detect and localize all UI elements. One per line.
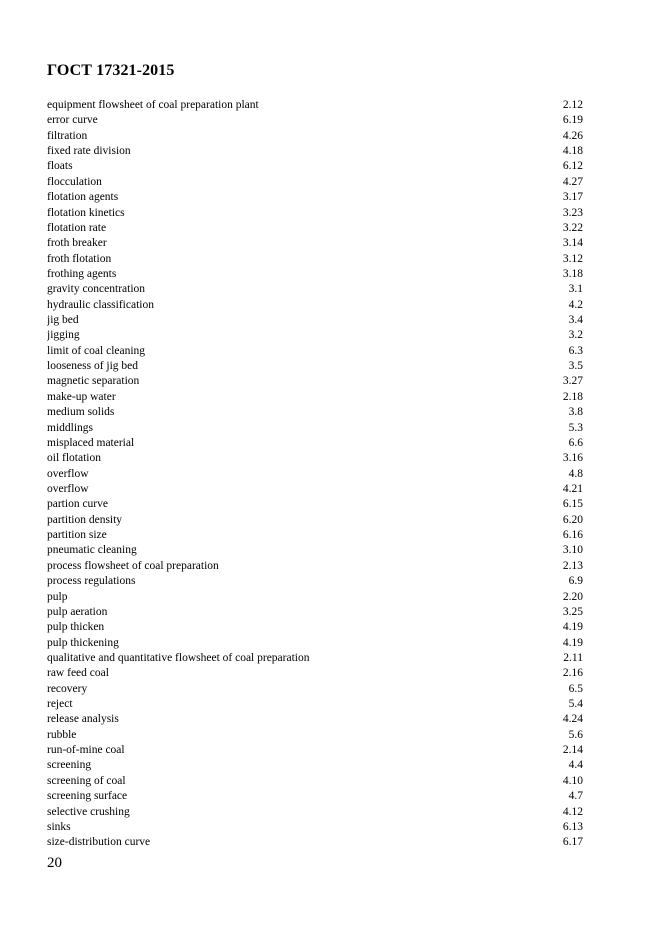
index-ref: 4.7 [568, 790, 583, 803]
index-entry [47, 697, 583, 712]
index-entry [47, 282, 583, 297]
index-ref: 3.25 [562, 605, 583, 618]
index-ref: 4.21 [562, 482, 583, 495]
index-ref: 4.19 [562, 636, 583, 649]
index-term: error curve [47, 114, 98, 127]
index-term: raw feed coal [47, 667, 109, 680]
document-header: ГОСТ 17321-2015 [47, 62, 175, 79]
index-entry [47, 359, 583, 374]
index-ref: 4.18 [562, 145, 583, 158]
index-term: size-distribution curve [47, 836, 151, 849]
index-entry [47, 774, 583, 789]
index-ref: 6.5 [568, 682, 583, 695]
index-ref: 4.12 [562, 805, 583, 818]
index-ref: 6.12 [562, 160, 583, 173]
index-ref: 3.27 [562, 375, 583, 388]
index-entry [47, 543, 583, 558]
index-entry [47, 421, 583, 436]
index-term: recovery [47, 682, 88, 695]
index-entry [47, 666, 583, 681]
index-term: partition size [47, 529, 107, 542]
index-term: pulp thicken [47, 621, 105, 634]
index-term: qualitative and quantitative flowsheet of coal preparation [47, 651, 310, 664]
index-entry [47, 513, 583, 528]
index-ref: 4.4 [568, 759, 583, 772]
index-entry [47, 651, 583, 666]
index-entry [47, 682, 583, 697]
index-entry [47, 390, 583, 405]
index-ref: 3.23 [562, 206, 583, 219]
index-ref: 2.13 [562, 559, 583, 572]
index-term: run-of-mine coal [47, 744, 125, 757]
index-term: overflow [47, 467, 89, 480]
index-entry [47, 159, 583, 174]
index-term: screening [47, 759, 92, 772]
index-entry [47, 267, 583, 282]
index-entry [47, 835, 583, 850]
index-entry [47, 559, 583, 574]
index-ref: 3.16 [562, 452, 583, 465]
index-ref: 3.12 [562, 252, 583, 265]
index-term: medium solids [47, 406, 115, 419]
index-entry [47, 605, 583, 620]
index-entry [47, 590, 583, 605]
index-ref: 2.14 [562, 744, 583, 757]
index-term: floats [47, 160, 73, 173]
index-ref: 2.11 [563, 651, 583, 664]
index-entry [47, 129, 583, 144]
index-entry [47, 712, 583, 727]
index-term: sinks [47, 820, 71, 833]
index-term: frothing agents [47, 267, 117, 280]
index-ref: 3.4 [568, 314, 583, 327]
index-term: middlings [47, 421, 94, 434]
index-entry [47, 805, 583, 820]
index-entry [47, 728, 583, 743]
index-ref: 2.16 [562, 667, 583, 680]
index-entry [47, 374, 583, 389]
index-ref: 6.3 [568, 344, 583, 357]
index-entry [47, 405, 583, 420]
index-entry [47, 252, 583, 267]
index-term: froth breaker [47, 237, 107, 250]
index-entry [47, 175, 583, 190]
index-entry [47, 574, 583, 589]
index-term: jig bed [47, 314, 79, 327]
index-ref: 6.17 [562, 836, 583, 849]
index-entry [47, 190, 583, 205]
index-term: partion curve [47, 498, 108, 511]
index-term: looseness of jig bed [47, 360, 139, 373]
index-term: misplaced material [47, 436, 135, 449]
index-ref: 6.6 [568, 436, 583, 449]
index-ref: 5.4 [568, 698, 583, 711]
index-ref: 3.14 [562, 237, 583, 250]
index-term: limit of coal cleaning [47, 344, 146, 357]
index-ref: 4.2 [568, 298, 583, 311]
index-entry [47, 98, 583, 113]
index-term: selective crushing [47, 805, 130, 818]
index-entry [47, 636, 583, 651]
index-ref: 2.20 [562, 590, 583, 603]
index-entry [47, 620, 583, 635]
index-entry [47, 482, 583, 497]
index-ref: 6.20 [562, 513, 583, 526]
index-ref: 5.3 [568, 421, 583, 434]
index-ref: 4.27 [562, 175, 583, 188]
index-ref: 6.19 [562, 114, 583, 127]
index-ref: 3.17 [562, 191, 583, 204]
index-entry [47, 344, 583, 359]
index-entry [47, 236, 583, 251]
index-term: fixed rate division [47, 145, 131, 158]
index-term: process flowsheet of coal preparation [47, 559, 219, 572]
alphabetical-index-list [47, 98, 583, 851]
index-ref: 3.22 [562, 221, 583, 234]
index-term: flocculation [47, 175, 102, 188]
index-entry [47, 789, 583, 804]
index-entry [47, 298, 583, 313]
index-term: overflow [47, 482, 89, 495]
index-ref: 4.8 [568, 467, 583, 480]
index-term: pulp [47, 590, 68, 603]
page-number: 20 [47, 855, 62, 871]
index-entry [47, 328, 583, 343]
index-ref: 3.5 [568, 360, 583, 373]
index-term: magnetic separation [47, 375, 140, 388]
index-ref: 3.10 [562, 544, 583, 557]
index-term: flotation kinetics [47, 206, 125, 219]
index-entry [47, 313, 583, 328]
index-term: release analysis [47, 713, 119, 726]
index-term: pulp aeration [47, 605, 108, 618]
index-ref: 2.18 [562, 390, 583, 403]
index-entry [47, 113, 583, 128]
index-ref: 5.6 [568, 728, 583, 741]
index-term: screening of coal [47, 774, 126, 787]
index-term: make-up water [47, 390, 116, 403]
index-term: froth flotation [47, 252, 112, 265]
index-ref: 4.10 [562, 774, 583, 787]
index-entry [47, 436, 583, 451]
index-entry [47, 497, 583, 512]
index-entry [47, 221, 583, 236]
index-term: rubble [47, 728, 77, 741]
index-ref: 6.9 [568, 575, 583, 588]
index-entry [47, 451, 583, 466]
index-term: filtration [47, 129, 88, 142]
index-ref: 3.18 [562, 267, 583, 280]
index-ref: 4.26 [562, 129, 583, 142]
index-ref: 6.16 [562, 529, 583, 542]
index-ref: 2.12 [562, 99, 583, 111]
index-term: flotation agents [47, 191, 119, 204]
index-ref: 3.1 [568, 283, 583, 296]
index-term: reject [47, 698, 73, 711]
index-entry [47, 528, 583, 543]
index-term: jigging [47, 329, 80, 342]
index-term: partition density [47, 513, 123, 526]
index-entry [47, 467, 583, 482]
index-ref: 4.24 [562, 713, 583, 726]
index-term: equipment flowsheet of coal preparation plant [47, 99, 259, 111]
index-ref: 4.19 [562, 621, 583, 634]
index-entry [47, 206, 583, 221]
index-entry [47, 144, 583, 159]
index-entry [47, 820, 583, 835]
index-term: gravity concentration [47, 283, 146, 296]
index-ref: 3.8 [568, 406, 583, 419]
index-term: process regulations [47, 575, 136, 588]
index-term: screening surface [47, 790, 128, 803]
index-ref: 6.13 [562, 820, 583, 833]
index-term: pulp thickening [47, 636, 119, 649]
index-term: flotation rate [47, 221, 107, 234]
index-ref: 6.15 [562, 498, 583, 511]
index-term: oil flotation [47, 452, 101, 465]
index-term: hydraulic classification [47, 298, 154, 311]
index-entry [47, 758, 583, 773]
index-term: pneumatic cleaning [47, 544, 137, 557]
index-entry [47, 743, 583, 758]
index-ref: 3.2 [568, 329, 583, 342]
